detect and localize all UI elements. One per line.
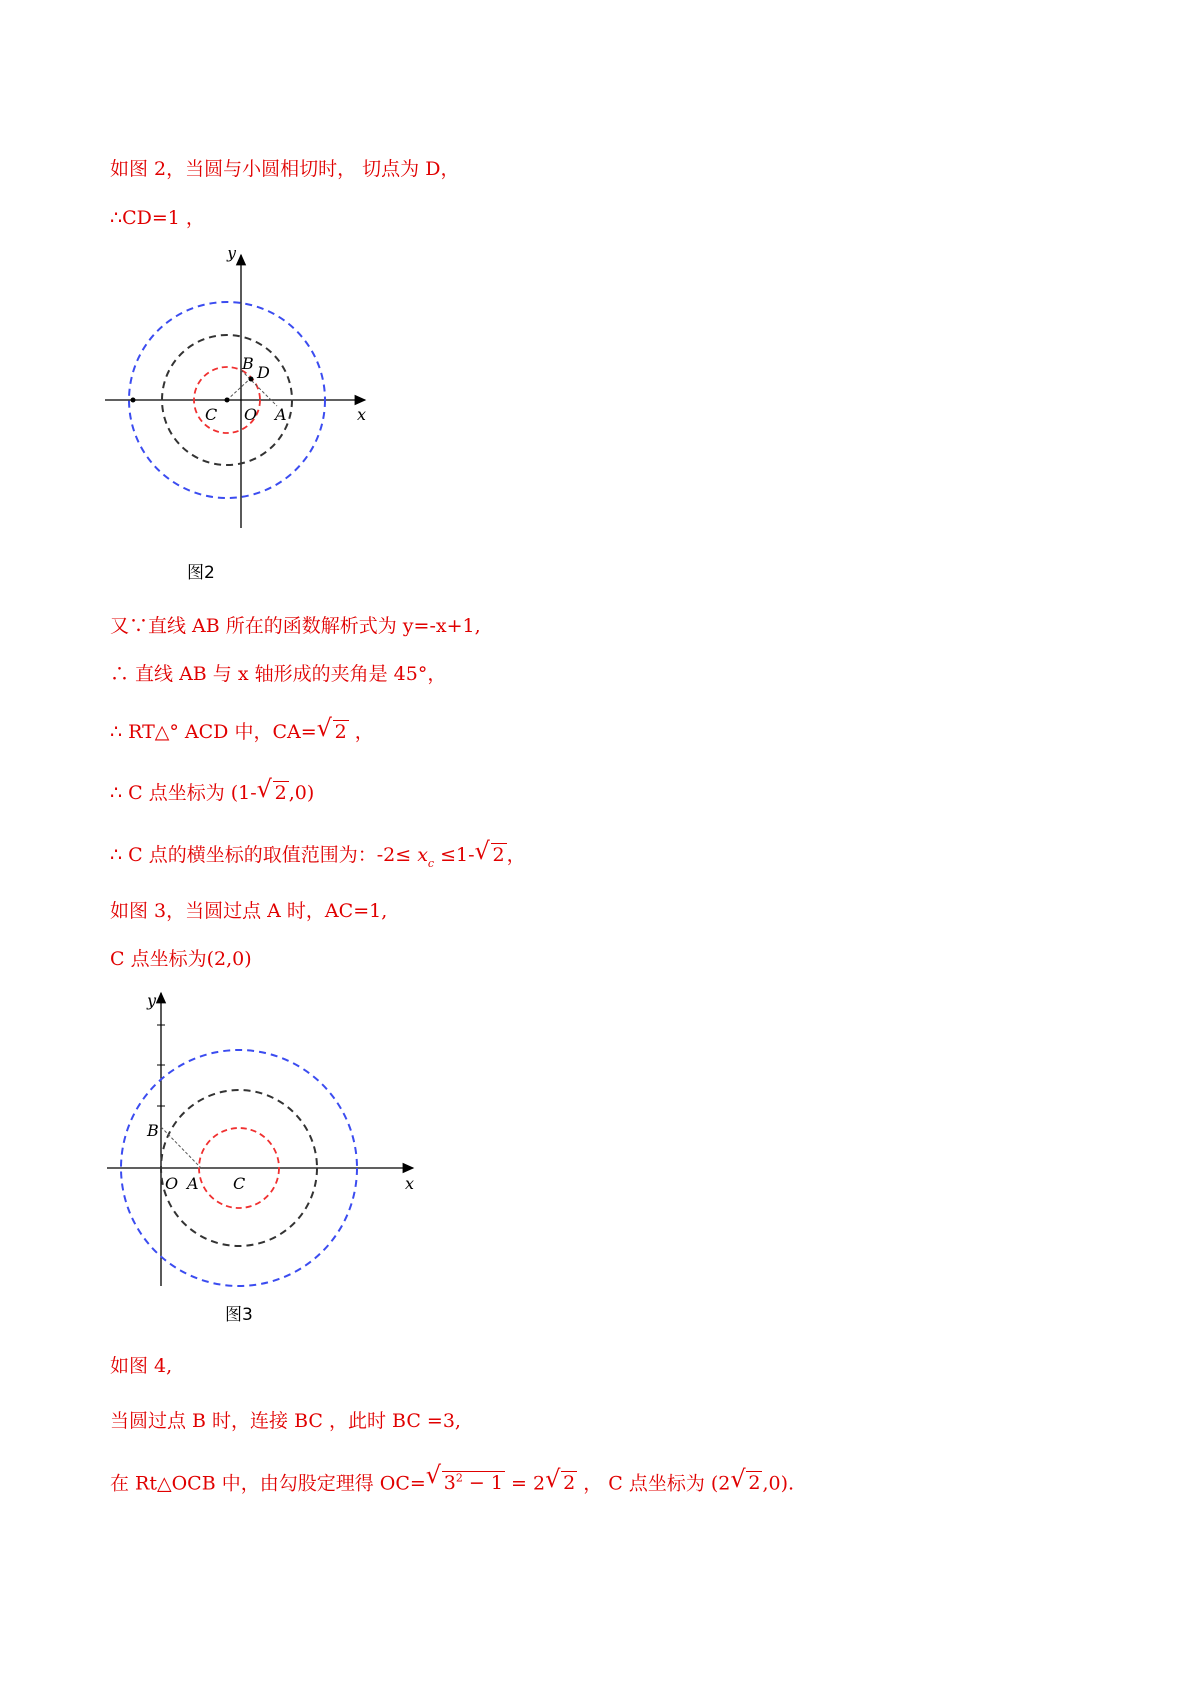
label-x: x (357, 405, 367, 424)
sqrt: √ 2 (477, 842, 507, 868)
label-c: C (205, 405, 218, 424)
label-a: A (187, 1174, 199, 1193)
figure-2 (105, 250, 395, 580)
label-c: C (233, 1174, 246, 1193)
label-b: B (147, 1121, 159, 1140)
point-c (225, 398, 230, 403)
text-line-10: 如图 4, (110, 1355, 173, 1377)
figure-2-caption: 图2 (187, 563, 215, 580)
label-x: x (405, 1174, 415, 1193)
figure-3-caption: 图3 (225, 1305, 253, 1325)
text-line-8: 如图 3，当圆过点 A 时，AC=1, (110, 900, 388, 922)
sqrt: √ $3^2 - 1$ (428, 1466, 505, 1496)
text-line-7: ∴ C 点的横坐标的取值范围为：$-2\le x_c \le 1-√$ 2 ， (110, 842, 526, 877)
sqrt: √ 2 (259, 780, 289, 806)
label-y: y (227, 250, 237, 262)
text-line-12: 在 Rt△OCB 中，由勾股定理得 OC=√ $3^2 - 1 = 2√$ 2 ， C 点坐标为 (2√ 2 ,0). (110, 1466, 794, 1496)
text-line-9: C 点坐标为(2,0) (110, 948, 252, 970)
sqrt: √ 2 (319, 719, 349, 745)
text-line-11: 当圆过点 B 时，连接 BC ，此时 BC =3, (110, 1410, 461, 1432)
text-line-2: ∴CD=1 ， (110, 207, 205, 229)
point-d (249, 377, 254, 382)
label-y: y (147, 991, 157, 1010)
segment-cd (227, 377, 252, 400)
text-line-1: 如图 2，当圆与小圆相切时， 切点为 D， (110, 158, 460, 180)
label-d: D (257, 363, 270, 382)
point-left (131, 398, 136, 403)
text-line-6: ∴ C 点坐标为 (1-√ 2 ,0) (110, 780, 314, 806)
label-o: O (165, 1174, 179, 1193)
segment-ab (161, 1127, 201, 1168)
label-b: B (242, 354, 254, 373)
sqrt: √ 2 (732, 1470, 762, 1496)
figure-3 (105, 990, 425, 1340)
label-a: A (275, 405, 287, 424)
sqrt: √ 2 (547, 1470, 577, 1496)
text-line-5: ∴ RT△° ACD 中，CA=√ 2 ， (110, 719, 374, 745)
text-line-4: ∴ 直线 AB 与 x 轴形成的夹角是 45°， (110, 663, 447, 685)
text-line-3: 又∵直线 AB 所在的函数解析式为 y=-x+1, (110, 615, 481, 637)
label-o: O (244, 405, 258, 424)
